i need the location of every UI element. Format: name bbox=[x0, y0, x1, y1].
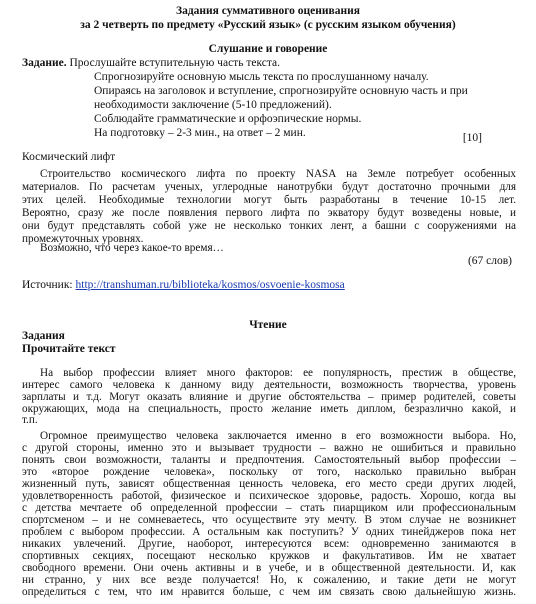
task-text: Прослушайте вступительную часть текста. bbox=[66, 57, 281, 69]
text-line: На выбор профессии влияет много факторов: ее популярность, престиж в обществе, bbox=[40, 367, 516, 379]
task-label: Задание. bbox=[22, 57, 67, 69]
text-line: Вероятно, сразу же после появления первого лифта по экватору будут возведены новые, и bbox=[22, 207, 516, 219]
section-heading-reading: Чтение bbox=[249, 319, 287, 331]
text-line: определиться с тем, что им нравится больше, с чем им связать свою дальнейшую жизнь. bbox=[22, 586, 516, 598]
source-line bbox=[22, 279, 345, 291]
text-line: этих целей. Необходимые технологии могут быть разработаны в течение 10-15 лет. bbox=[22, 194, 516, 206]
text-title: Космический лифт bbox=[22, 151, 116, 163]
text-line: понять свои возможности, таланты и предпочтения. Самостоятельный выбор профессии – bbox=[22, 454, 516, 466]
text-line: проблем с выбором профессии. А остальным как поступить? У одних тинейджеров пока нет bbox=[22, 526, 516, 538]
text-line: ни странно, у них все везде получается! Но, к сожалению, и такие дети не могут bbox=[22, 574, 516, 586]
text-line: свободного времени. Они очень активны и в учебе, и в общественной деятельности. И, как bbox=[22, 562, 516, 574]
instruction-line: На подготовку – 2-3 мин., на ответ – 2 мин. bbox=[94, 127, 306, 139]
source-link[interactable]: http://transhuman.ru/biblioteka/kosmos/osvoenie-kosmosa bbox=[75, 279, 345, 291]
text-line: зарплаты и т.д. Могут оказать влияние и другие обстоятельства – пример родителей, советы bbox=[22, 391, 516, 403]
instruction-line: Спрогнозируйте основную мысль текста по прослушанному началу. bbox=[94, 71, 429, 83]
text-line: никаких увлечений. Другие, наоборот, интересуются всем: одновременно занимаются в bbox=[22, 538, 516, 550]
text-line: удовлетворенность работой, физическое и психическое здоровье, радость. Хорошо, когда вы bbox=[22, 490, 516, 502]
text-line: это «второе рождение человека», поскольку от того, насколько правильно выбран bbox=[22, 466, 516, 478]
doc-title: Задания суммативного оценивания bbox=[176, 5, 360, 17]
word-count: (67 слов) bbox=[467, 255, 512, 267]
doc-subtitle: за 2 четверть по предмету «Русский язык» (с русским языком обучения) bbox=[80, 19, 456, 31]
text-line: промежуточных уровнях. bbox=[22, 233, 144, 245]
text-line: они будут представлять собой уже не несколько тонких лент, а башни с сооружениями на bbox=[22, 220, 516, 232]
text-line: окружающих, мода на специальность, просто желание иметь диплом, безразлично какой, и bbox=[22, 403, 516, 415]
instruction-line: необходимости заключение (5-10 предложений). bbox=[94, 99, 332, 111]
text-line: Строительство космического лифта по проекту NASA на Земле потребует особенных bbox=[40, 168, 516, 180]
text-line: интерес самого человека к данному виду деятельности, возможность творчества, уровень bbox=[22, 379, 516, 391]
instruction-line: Соблюдайте грамматические и орфоэпические нормы. bbox=[94, 113, 362, 125]
text-line: спортивных секциях, посещают несколько кружков и факультативов. Им не хватает bbox=[22, 550, 516, 562]
text-line: жизненный путь, зависят общественная ценность человека, его место среди других людей, bbox=[22, 478, 516, 490]
text-line: с другой стороны, именно это и вызывает трудности – важно не ошибиться и правильно bbox=[22, 442, 516, 454]
text-line: спортсменом – и не сомневаетесь, что осуществите эту мечту. В этом случае не возникнет bbox=[22, 514, 516, 526]
instruction-line: Опираясь на заголовок и вступление, спрогнозируйте основную часть и при bbox=[94, 85, 468, 97]
reading-subheading: Прочитайте текст bbox=[22, 343, 116, 355]
text-line: Возможно, что через какое-то время… bbox=[40, 242, 224, 254]
tasks-label: Задания bbox=[22, 330, 65, 342]
task-line bbox=[22, 57, 280, 69]
section-heading-listening: Слушание и говорение bbox=[208, 43, 328, 55]
text-line: с детства мечтаете об определенной профессии – стать пиарщиком или профессиональным bbox=[22, 502, 516, 514]
text-line: Огромное преимущество человека заключается именно в его возможности выбора. Но, bbox=[40, 430, 516, 442]
text-line: материалов. По расчетам ученых, углеродные нанотрубки будут достаточно прочными для bbox=[22, 181, 516, 193]
text-line: т.п. bbox=[22, 414, 38, 426]
source-label: Источник: bbox=[22, 279, 76, 291]
score-badge: [10] bbox=[462, 132, 482, 144]
